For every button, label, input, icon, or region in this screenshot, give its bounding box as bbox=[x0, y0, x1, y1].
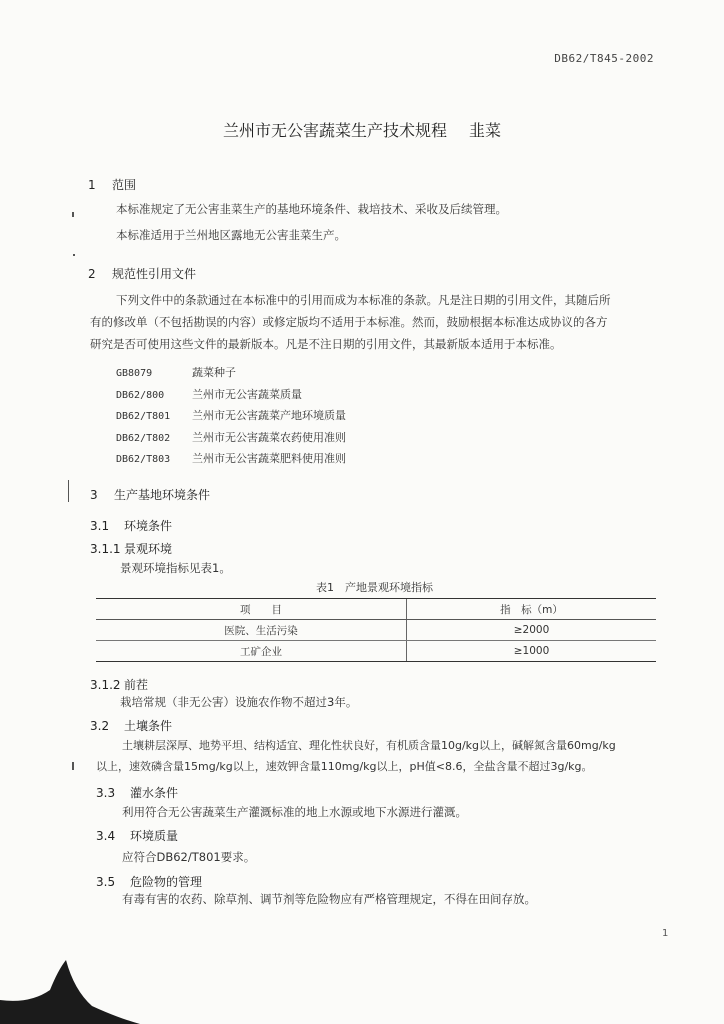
section-3-2-heading: 3.2 土壤条件 bbox=[90, 719, 173, 733]
table-1 bbox=[96, 598, 656, 662]
reference-item: DB62/T802 兰州市无公害蔬菜农药使用准则 bbox=[116, 431, 346, 444]
section-2-heading: 2 规范性引用文件 bbox=[88, 267, 197, 281]
table-1-caption: 表1 产地景观环境指标 bbox=[316, 581, 433, 594]
section-1-paragraph-2: 本标准适用于兰州地区露地无公害韭菜生产。 bbox=[116, 228, 346, 242]
section-3-4-text: 应符合DB62/T801要求。 bbox=[122, 850, 256, 864]
table-cell-item: 医院、生活污染 bbox=[96, 620, 407, 641]
table-header-row bbox=[96, 599, 656, 620]
title-sub: 韭菜 bbox=[469, 121, 502, 140]
section-1-paragraph-1: 本标准规定了无公害韭菜生产的基地环境条件、栽培技术、采收及后续管理。 bbox=[116, 202, 507, 216]
section-3-1-1-text: 景观环境指标见表1。 bbox=[120, 561, 231, 575]
page-number: 1 bbox=[662, 928, 669, 939]
reference-item: DB62/T803 兰州市无公害蔬菜肥料使用准则 bbox=[116, 452, 346, 465]
section-3-5-text: 有毒有害的农药、除草剂、调节剂等危险物应有严格管理规定，不得在田间存放。 bbox=[122, 892, 536, 906]
table-header-value: 指 标（m） bbox=[407, 599, 657, 620]
table-cell-value: ≥2000 bbox=[407, 620, 657, 641]
section-3-4-heading: 3.4 环境质量 bbox=[96, 829, 179, 843]
table-cell-item: 工矿企业 bbox=[96, 641, 407, 662]
document-title bbox=[0, 118, 724, 141]
title-main: 兰州市无公害蔬菜生产技术规程 bbox=[222, 121, 447, 140]
reference-item: DB62/800 兰州市无公害蔬菜质量 bbox=[116, 388, 302, 401]
section-2-line-2: 有的修改单（不包括勘误的内容）或修定版均不适用于本标准。然而，鼓励根据本标准达成协议的各方 bbox=[90, 315, 608, 329]
document-id: DB62/T845-2002 bbox=[554, 52, 654, 65]
section-3-3-heading: 3.3 灌水条件 bbox=[96, 786, 179, 800]
reference-item: GB8079 蔬菜种子 bbox=[116, 366, 236, 379]
scan-shadow bbox=[0, 960, 140, 1024]
section-3-5-heading: 3.5 危险物的管理 bbox=[96, 875, 203, 889]
section-3-1-1-heading: 3.1.1 景观环境 bbox=[90, 542, 173, 556]
section-3-1-heading: 3.1 环境条件 bbox=[90, 519, 173, 533]
section-2-line-1: 下列文件中的条款通过在本标准中的引用而成为本标准的条款。凡是注日期的引用文件，其随后所 bbox=[116, 293, 611, 307]
section-2-line-3: 研究是否可使用这些文件的最新版本。凡是不注日期的引用文件，其最新版本适用于本标准。 bbox=[90, 337, 562, 351]
scan-mark bbox=[72, 212, 74, 217]
section-3-2-line-1: 土壤耕层深厚、地势平坦、结构适宜、理化性状良好，有机质含量10g/kg以上，碱解氮含量60mg/kg bbox=[122, 739, 616, 752]
table-cell-value: ≥1000 bbox=[407, 641, 657, 662]
section-3-2-line-2: 以上，速效磷含量15mg/kg以上，速效钾含量110mg/kg以上，pH值<8.6，全盐含量不超过3g/kg。 bbox=[96, 760, 593, 773]
table-header-item: 项 目 bbox=[96, 599, 407, 620]
scan-mark bbox=[73, 254, 75, 256]
table-row bbox=[96, 641, 656, 662]
section-3-heading: 3 生产基地环境条件 bbox=[90, 488, 211, 502]
table-row bbox=[96, 620, 656, 641]
reference-item: DB62/T801 兰州市无公害蔬菜产地环境质量 bbox=[116, 409, 346, 422]
section-3-1-2-heading: 3.1.2 前茬 bbox=[90, 678, 149, 692]
scan-mark bbox=[68, 480, 69, 502]
section-1-heading: 1 范围 bbox=[88, 178, 137, 192]
section-3-3-text: 利用符合无公害蔬菜生产灌溉标准的地上水源或地下水源进行灌溉。 bbox=[122, 805, 467, 819]
section-3-1-2-text: 栽培常规（非无公害）设施农作物不超过3年。 bbox=[120, 695, 358, 709]
scan-mark bbox=[72, 762, 74, 770]
